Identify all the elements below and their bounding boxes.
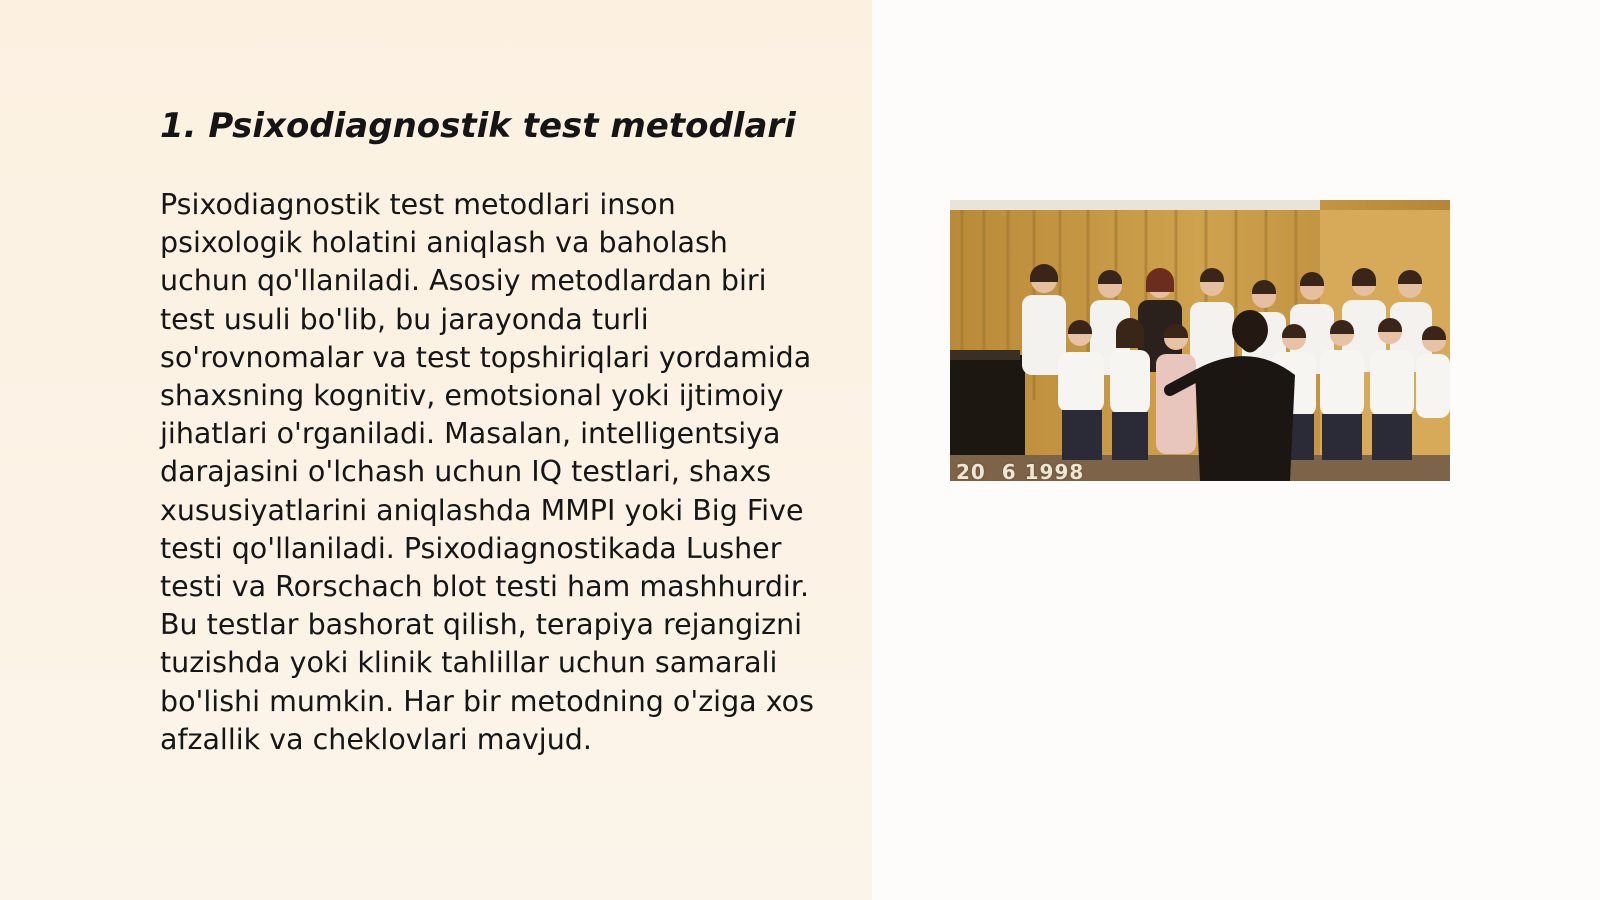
slide-body-text: Psixodiagnostik test metodlari inson psixologik holatini aniqlash va baholash uchun qo'llaniladi. Asosiy metodlardan biri test usuli bo'lib, bu jarayonda turli so'rovnomalar va test topshiriqlari yordamida shaxsning kognitiv, emotsional yoki ijtimoiy jihatlari o'rganiladi. Masalan, intelligentsiya darajasini o'lchash uchun IQ testlari, shaxs xususiyatlarini aniqlashda MMPI yoki Big Five testi qo'llaniladi. Psixodiagnostikada Lusher testi va Rorschach blot testi ham mashhurdir. Bu testlar bashorat qilish, terapiya rejangizni tuzishda yoki klinik tahlillar uchun samarali bo'lishi mumkin. Har bir metodning o'ziga xos afzallik va cheklovlari mavjud. — [160, 188, 814, 756]
date-stamp: 20 6 1998 — [956, 460, 1085, 481]
choir-photo-drawing — [950, 200, 1450, 481]
slide-title: 1. Psixodiagnostik test metodlari — [160, 106, 796, 146]
choir-photo — [950, 200, 1450, 481]
